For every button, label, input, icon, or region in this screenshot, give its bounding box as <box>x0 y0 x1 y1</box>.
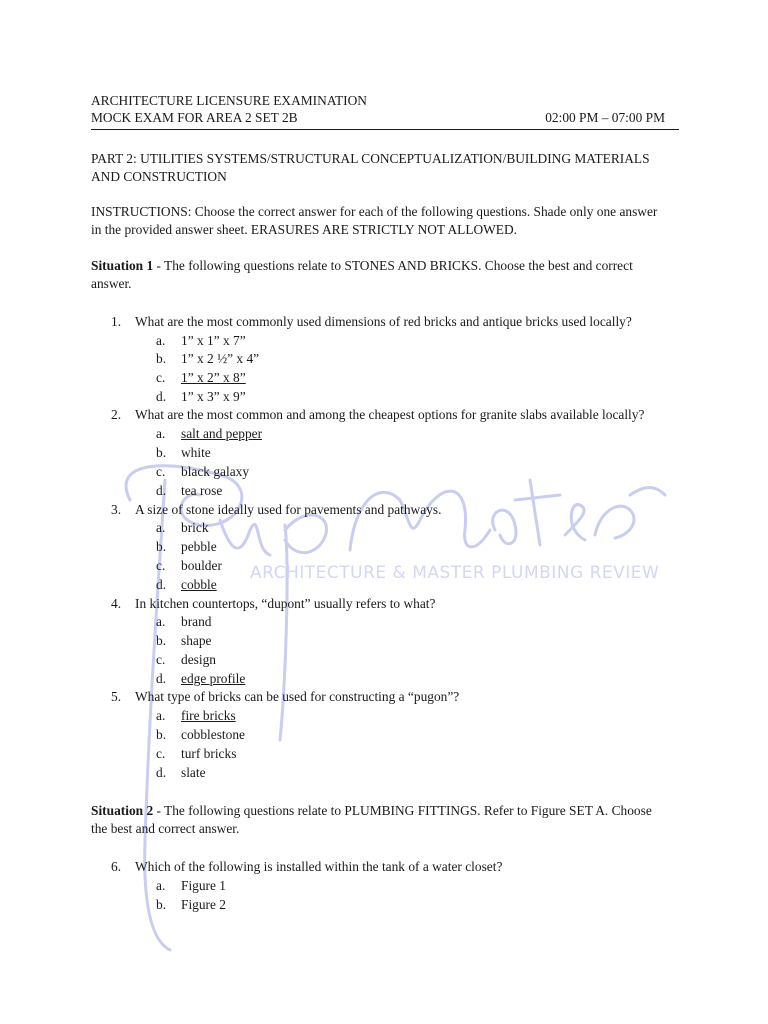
situation-1 <box>91 257 681 292</box>
option-letter: b. <box>156 351 167 366</box>
option-text: cobblestone <box>181 727 245 742</box>
situation-1-text-1: - The following questions relate to STONES AND BRICKS. Choose the best and correct <box>153 258 633 273</box>
option-text-answer: fire bricks <box>181 708 236 723</box>
exam-title: ARCHITECTURE LICENSURE EXAMINATION <box>91 93 367 108</box>
option-letter: c. <box>156 464 166 479</box>
option-text: Figure 1 <box>181 878 227 893</box>
option-letter: b. <box>156 539 167 554</box>
option-letter: b. <box>156 897 167 912</box>
exam-set: MOCK EXAM FOR AREA 2 SET 2B <box>91 110 298 125</box>
option-text: black galaxy <box>181 464 250 479</box>
question-text: In kitchen countertops, “dupont” usually refers to what? <box>135 596 436 611</box>
situation-2-text-2: the best and correct answer. <box>91 820 240 836</box>
question-number: 4. <box>111 596 122 611</box>
option-text: 1” x 2 ½” x 4” <box>181 351 260 366</box>
question-text: What are the most commonly used dimensions of red bricks and antique bricks used locally? <box>135 314 632 329</box>
option-letter: c. <box>156 370 166 385</box>
question-text: What are the most common and among the cheapest options for granite slabs available locally? <box>135 407 645 422</box>
part-line-1: PART 2: UTILITIES SYSTEMS/STRUCTURAL CONCEPTUALIZATION/BUILDING MATERIALS <box>91 151 650 166</box>
question-number: 1. <box>111 314 122 329</box>
option-text: 1” x 1” x 7” <box>181 333 246 348</box>
situation-2-label: Situation 2 <box>91 803 154 818</box>
option-letter: c. <box>156 558 166 573</box>
option-text: white <box>181 445 211 460</box>
question-text: What type of bricks can be used for constructing a “pugon”? <box>135 689 460 704</box>
option-letter: d. <box>156 577 167 592</box>
situation-2-text-1: - The following questions relate to PLUMBING FITTINGS. Refer to Figure SET A. Choose <box>153 803 652 818</box>
question-number: 6. <box>111 859 122 874</box>
exam-time: 02:00 PM – 07:00 PM <box>545 110 665 125</box>
option-letter: a. <box>156 333 166 348</box>
option-letter: a. <box>156 878 166 893</box>
option-text-answer: edge profile <box>181 671 246 686</box>
instructions-line-2: in the provided answer sheet. ERASURES ARE STRICTLY NOT ALLOWED. <box>91 221 518 237</box>
situation-1-label: Situation 1 <box>91 258 154 273</box>
option-letter: d. <box>156 765 167 780</box>
exam-subtitle-row <box>91 110 679 130</box>
question-number: 5. <box>111 689 122 704</box>
question-text: Which of the following is installed within the tank of a water closet? <box>135 859 503 874</box>
option-letter: a. <box>156 426 166 441</box>
situation-2 <box>91 802 681 837</box>
option-text: slate <box>181 765 206 780</box>
option-text: shape <box>181 633 212 648</box>
instructions-line-1: INSTRUCTIONS: Choose the correct answer for each of the following questions. Shade only one answer <box>91 204 658 219</box>
option-text: pebble <box>181 539 217 554</box>
option-text: brand <box>181 614 212 629</box>
option-text: 1” x 3” x 9” <box>181 389 246 404</box>
option-text-answer: 1” x 2” x 8” <box>181 370 246 385</box>
option-letter: b. <box>156 633 167 648</box>
question-number: 3. <box>111 502 122 517</box>
option-letter: d. <box>156 389 167 404</box>
option-letter: c. <box>156 746 166 761</box>
question-text: A size of stone ideally used for pavements and pathways. <box>135 502 442 517</box>
option-text: design <box>181 652 216 667</box>
option-text: brick <box>181 520 209 535</box>
situation-1-text-2: answer. <box>91 275 132 291</box>
option-text: boulder <box>181 558 222 573</box>
option-letter: b. <box>156 727 167 742</box>
question-number: 2. <box>111 407 122 422</box>
option-letter: d. <box>156 671 167 686</box>
part-line-2: AND CONSTRUCTION <box>91 168 227 184</box>
option-letter: b. <box>156 445 167 460</box>
option-text-answer: cobble <box>181 577 217 592</box>
option-letter: a. <box>156 520 166 535</box>
option-text: turf bricks <box>181 746 237 761</box>
part-heading <box>91 150 681 185</box>
option-text: Figure 2 <box>181 897 227 912</box>
watermark-tagline: ARCHITECTURE & MASTER PLUMBING REVIEW <box>250 563 660 583</box>
instructions <box>91 203 681 238</box>
option-letter: d. <box>156 483 167 498</box>
option-letter: a. <box>156 614 166 629</box>
option-letter: c. <box>156 652 166 667</box>
option-letter: a. <box>156 708 166 723</box>
option-text-answer: salt and pepper <box>181 426 263 441</box>
option-text: tea rose <box>181 483 223 498</box>
